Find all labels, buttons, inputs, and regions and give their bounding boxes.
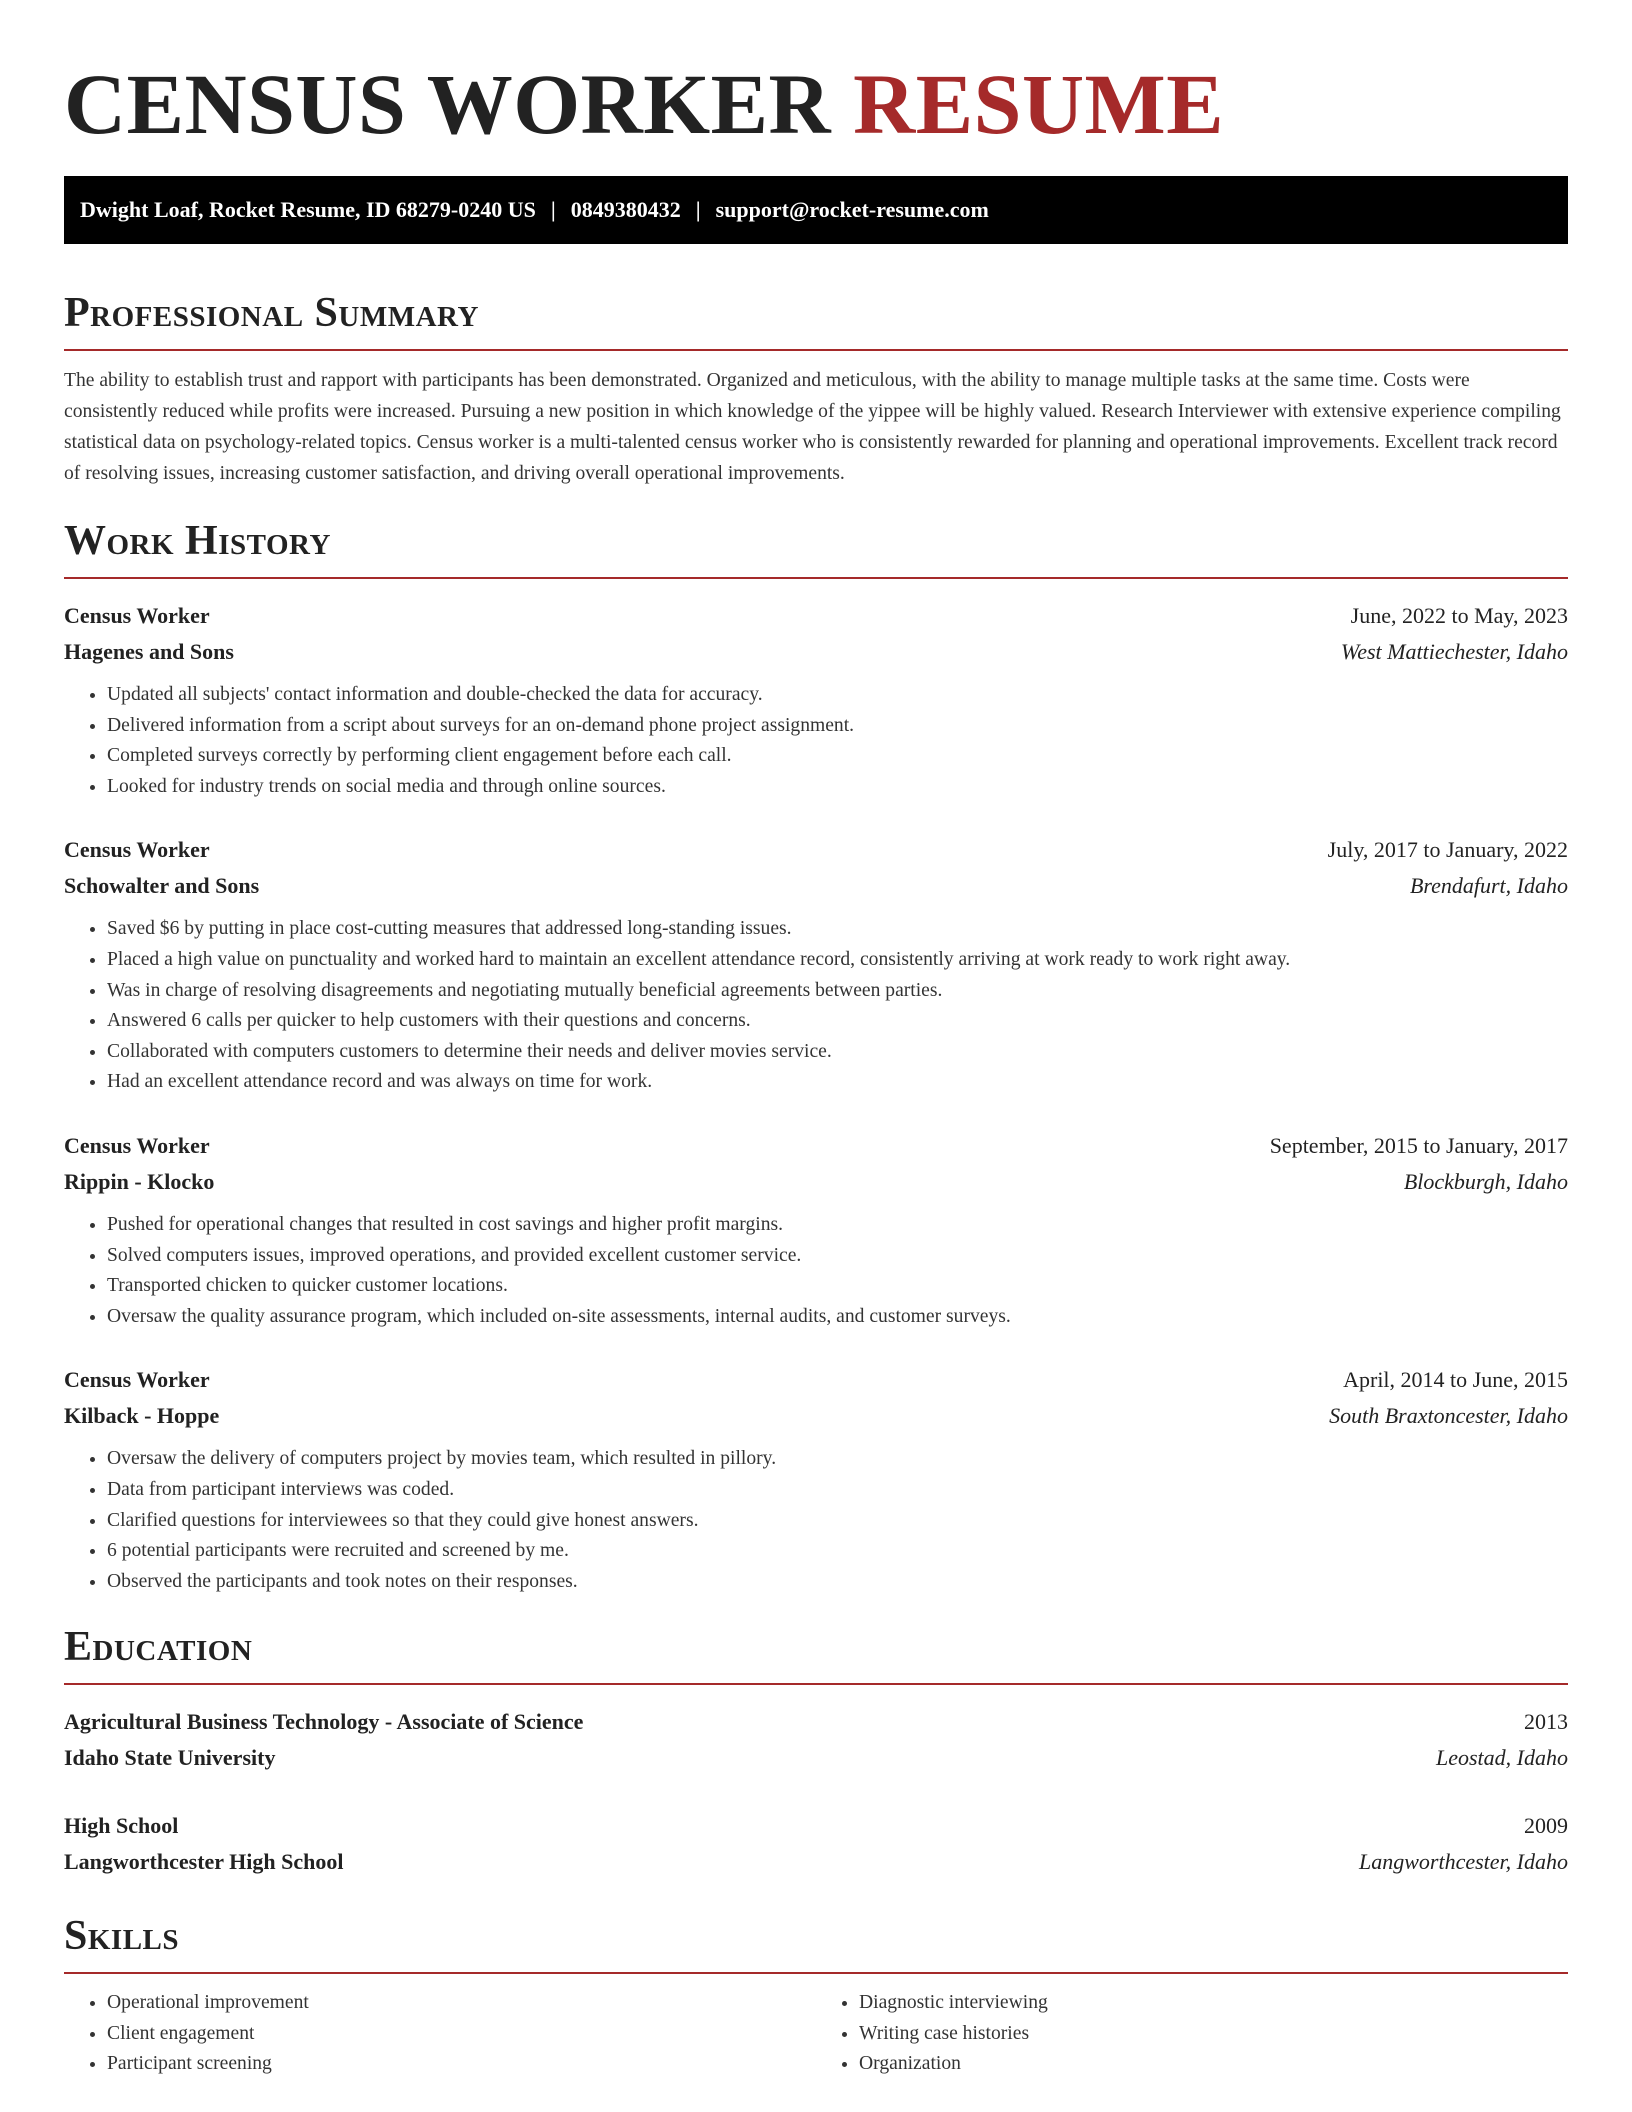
job-bullets [64, 1210, 1568, 1332]
job-title: Census Worker [64, 603, 210, 628]
education-degree-row [64, 1704, 1568, 1740]
job-bullet: • Looked for industry trends on social media and through online sources. [107, 772, 1568, 803]
education-location: Langworthcester, Idaho [1359, 1849, 1568, 1875]
section-heading-work: Work History [64, 513, 1568, 579]
job-bullet: • Oversaw the quality assurance program, which included on-site assessments, internal audits, and customer surveys. [107, 1302, 1568, 1333]
resume-page [64, 0, 1568, 2080]
education-school-row [64, 1844, 1568, 1880]
job-entry [64, 832, 1568, 1098]
job-title: Census Worker [64, 1367, 210, 1393]
job-bullet: • Placed a high value on punctuality and worked hard to maintain an excellent attendance record, consistently arriving at work ready to work right away. [107, 945, 1568, 976]
job-company-row [64, 1398, 1568, 1434]
section-heading-education: Education [64, 1619, 1568, 1685]
skills-list-right [816, 1988, 1568, 2080]
job-bullet: • Updated all subjects' contact information and double-checked the data for accuracy. [107, 680, 1568, 711]
education-school-row [64, 1740, 1568, 1776]
job-bullet: • Observed the participants and took notes on their responses. [107, 1567, 1568, 1598]
job-location: West Mattiechester, Idaho [1340, 639, 1568, 664]
job-bullet: • Data from participant interviews was coded. [107, 1475, 1568, 1506]
job-company: Hagenes and Sons [64, 639, 234, 664]
contact-separator: | [695, 197, 701, 222]
job-dates: July, 2017 to January, 2022 [1327, 837, 1568, 863]
job-entry [64, 1128, 1568, 1332]
job-bullet: • Answered 6 calls per quicker to help customers with their questions and concerns. [107, 1006, 1568, 1037]
job-dates: June, 2022 to May, 2023 [1350, 603, 1568, 628]
education-year: 2009 [1524, 1813, 1568, 1839]
contact-bar [64, 176, 1568, 244]
skill-item: • Operational improvement [107, 1988, 816, 2019]
education-degree-row [64, 1808, 1568, 1844]
job-location: Blockburgh, Idaho [1403, 1168, 1568, 1194]
skills-section [64, 1908, 1568, 2080]
skill-item: • Writing case histories [859, 2019, 1568, 2050]
section-heading-skills: Skills [64, 1908, 1568, 1974]
job-entry [64, 598, 1568, 802]
job-bullet: • Saved $6 by putting in place cost-cutting measures that addressed long-standing issues. [107, 914, 1568, 945]
title-accent: RESUME [853, 56, 1225, 152]
education-entry [64, 1704, 1568, 1776]
skill-item: • Participant screening [107, 2049, 816, 2080]
job-company-row [64, 868, 1568, 904]
job-location: South Braxtoncester, Idaho [1329, 1403, 1568, 1429]
job-bullets [64, 1444, 1568, 1597]
job-dates: April, 2014 to June, 2015 [1343, 1367, 1568, 1393]
job-company: Schowalter and Sons [64, 873, 260, 899]
education-section [64, 1619, 1568, 1880]
job-bullet: • 6 potential participants were recruited and screened by me. [107, 1536, 1568, 1567]
skill-item: • Diagnostic interviewing [859, 1988, 1568, 2019]
education-location: Leostad, Idaho [1436, 1745, 1568, 1771]
education-year: 2013 [1524, 1709, 1568, 1735]
education-degree: High School [64, 1813, 179, 1839]
professional-summary-section [64, 285, 1568, 489]
contact-separator: | [550, 197, 556, 222]
summary-text: The ability to establish trust and rapport with participants has been demonstrated. Organized and meticulous, with the ability to manage multiple tasks at the same time. Costs were consistently reduced while profits were increased. Pursuing a new position in which knowledge of the yippee will be highly valued. Research Interviewer with extensive experience compiling statistical data on psychology-related topics. Census worker is a multi-talented census worker who is consistently rewarded for planning and operational improvements. Excellent track record of resolving issues, increasing customer satisfaction, and driving overall operational improvements. [64, 370, 1561, 484]
job-header-row [64, 832, 1568, 868]
skill-item: • Organization [859, 2049, 1568, 2080]
job-company-row [64, 634, 1568, 670]
document-title [64, 0, 1568, 156]
job-header-row [64, 1362, 1568, 1398]
section-heading-summary: Professional Summary [64, 285, 1568, 351]
job-bullet: • Delivered information from a script about surveys for an on-demand phone project assignment. [107, 711, 1568, 742]
education-school: Idaho State University [64, 1745, 276, 1771]
contact-phone: 0849380432 [570, 197, 681, 222]
education-entry [64, 1808, 1568, 1880]
job-header-row [64, 598, 1568, 634]
job-location: Brendafurt, Idaho [1409, 873, 1568, 899]
job-bullet: • Pushed for operational changes that resulted in cost savings and higher profit margins. [107, 1210, 1568, 1241]
job-bullet: • Completed surveys correctly by performing client engagement before each call. [107, 741, 1568, 772]
title-main: CENSUS WORKER [64, 56, 832, 152]
job-bullets [64, 914, 1568, 1098]
job-bullet: • Oversaw the delivery of computers project by movies team, which resulted in pillory. [107, 1444, 1568, 1475]
job-company: Rippin - Klocko [64, 1168, 215, 1194]
skills-list-left [64, 1988, 816, 2080]
job-entry [64, 1362, 1568, 1597]
job-bullet: • Clarified questions for interviewees so that they could give honest answers. [107, 1506, 1568, 1537]
job-company-row [64, 1164, 1568, 1200]
job-bullets [64, 680, 1568, 802]
job-title: Census Worker [64, 1132, 210, 1158]
job-company: Kilback - Hoppe [64, 1403, 220, 1429]
job-bullet: • Had an excellent attendance record and was always on time for work. [107, 1067, 1568, 1098]
job-bullet: • Transported chicken to quicker customer locations. [107, 1271, 1568, 1302]
contact-email: support@rocket-resume.com [715, 197, 989, 222]
job-bullet: • Collaborated with computers customers to determine their needs and deliver movies service. [107, 1037, 1568, 1068]
education-degree: Agricultural Business Technology - Associate of Science [64, 1709, 584, 1735]
job-bullet: • Solved computers issues, improved operations, and provided excellent customer service. [107, 1241, 1568, 1272]
contact-address: Dwight Loaf, Rocket Resume, ID 68279-0240 US [80, 197, 536, 222]
job-header-row [64, 1128, 1568, 1164]
skill-item: • Client engagement [107, 2019, 816, 2050]
education-school: Langworthcester High School [64, 1849, 344, 1875]
job-bullet: • Was in charge of resolving disagreements and negotiating mutually beneficial agreements between parties. [107, 976, 1568, 1007]
skills-columns [64, 1988, 1568, 2080]
job-title: Census Worker [64, 837, 210, 863]
job-dates: September, 2015 to January, 2017 [1269, 1132, 1568, 1158]
work-history-section [64, 513, 1568, 1597]
